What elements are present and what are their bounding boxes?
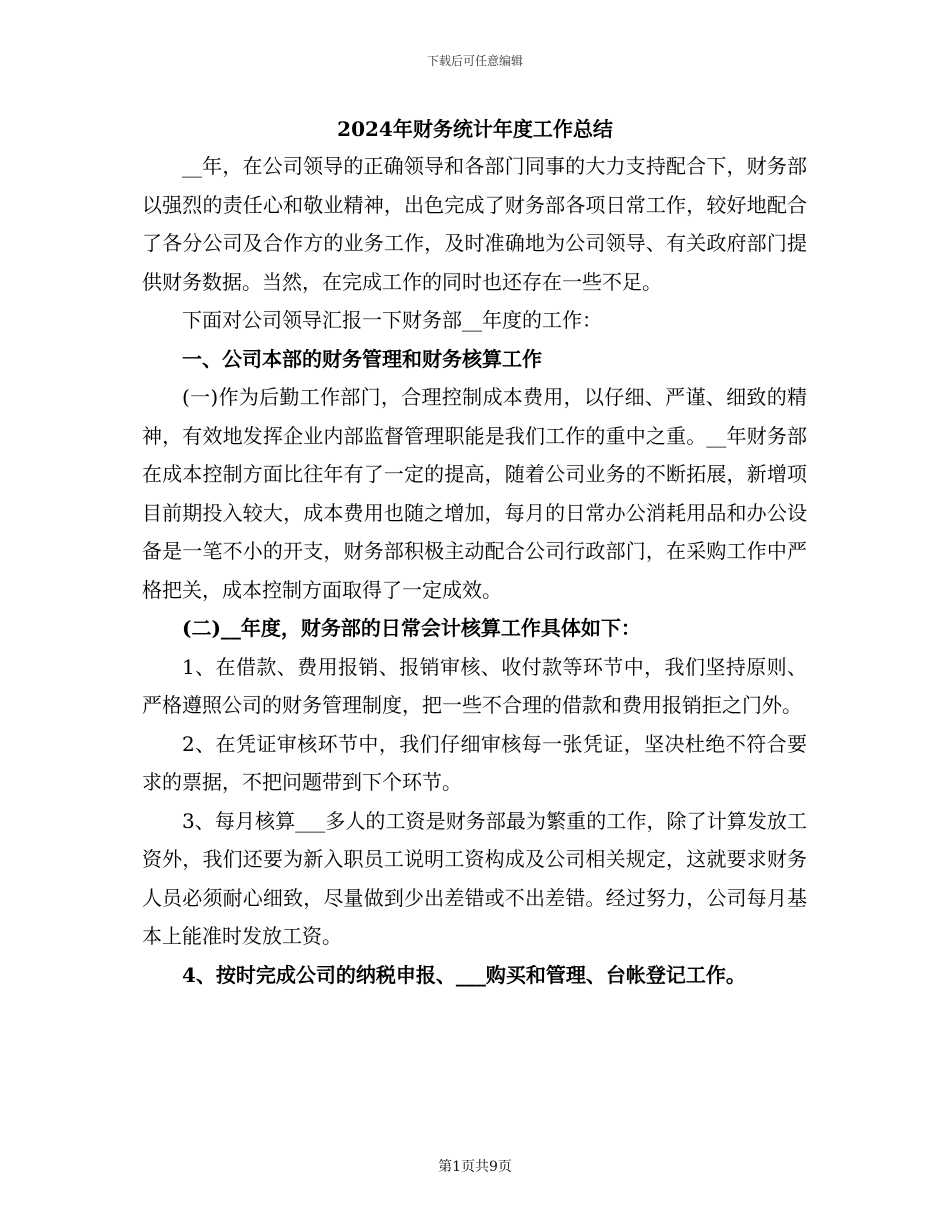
list-item-4: 4、按时完成公司的纳税申报、___购买和管理、台帐登记工作。 — [182, 962, 746, 987]
list-item-3: 3、每月核算___多人的工资是财务部最为繁重的工作，除了计算发放工资外，我们还要为新入职员工说明工资构成及公司相关规定，这就要求财务人员必须耐心细致，尽量做到少出差错或不出差错。经过努力，公司每月基本上能准时发放工资。 — [142, 808, 807, 948]
list-item-2: 2、在凭证审核环节中，我们仔细审核每一张凭证，坚决杜绝不符合要求的票据，不把问题带到下个环节。 — [142, 731, 807, 794]
page-header: 下载后可任意编辑 — [426, 54, 523, 68]
section-heading-1: 一、公司本部的财务管理和财务核算工作 — [182, 346, 542, 371]
document-title: 2024年财务统计年度工作总结 — [337, 117, 613, 141]
page-footer: 第1页共9页 — [438, 1159, 512, 1175]
paragraph-report-lead: 下面对公司领导汇报一下财务部__年度的工作： — [182, 308, 602, 332]
list-item-1: 1、在借款、费用报销、报销审核、收付款等环节中，我们坚持原则、严格遵照公司的财务管理制度，把一些不合理的借款和费用报销拒之门外。 — [142, 654, 807, 717]
document-body — [142, 147, 807, 994]
paragraph-cost-control: (一)作为后勤工作部门，合理控制成本费用，以仔细、严谨、细致的精神，有效地发挥企业内部监督管理职能是我们工作的重中之重。__年财务部在成本控制方面比往年有了一定的提高，随着公司业务的不断拓展，新增项目前期投入较大，成本费用也随之增加，每月的日常办公消耗用品和办公设备是一笔不小的开支，财务部积极主动配合公司行政部门，在采购工作中严格把关，成本控制方面取得了一定成效。 — [142, 385, 807, 602]
paragraph-intro: __年，在公司领导的正确领导和各部门同事的大力支持配合下，财务部以强烈的责任心和敬业精神，出色完成了财务部各项日常工作，较好地配合了各分公司及合作方的业务工作，及时准确地为公司领导、有关政府部门提供财务数据。当然，在完成工作的同时也还存在一些不足。 — [142, 154, 807, 294]
subsection-heading-2: (二)__年度，财务部的日常会计核算工作具体如下： — [182, 616, 641, 640]
